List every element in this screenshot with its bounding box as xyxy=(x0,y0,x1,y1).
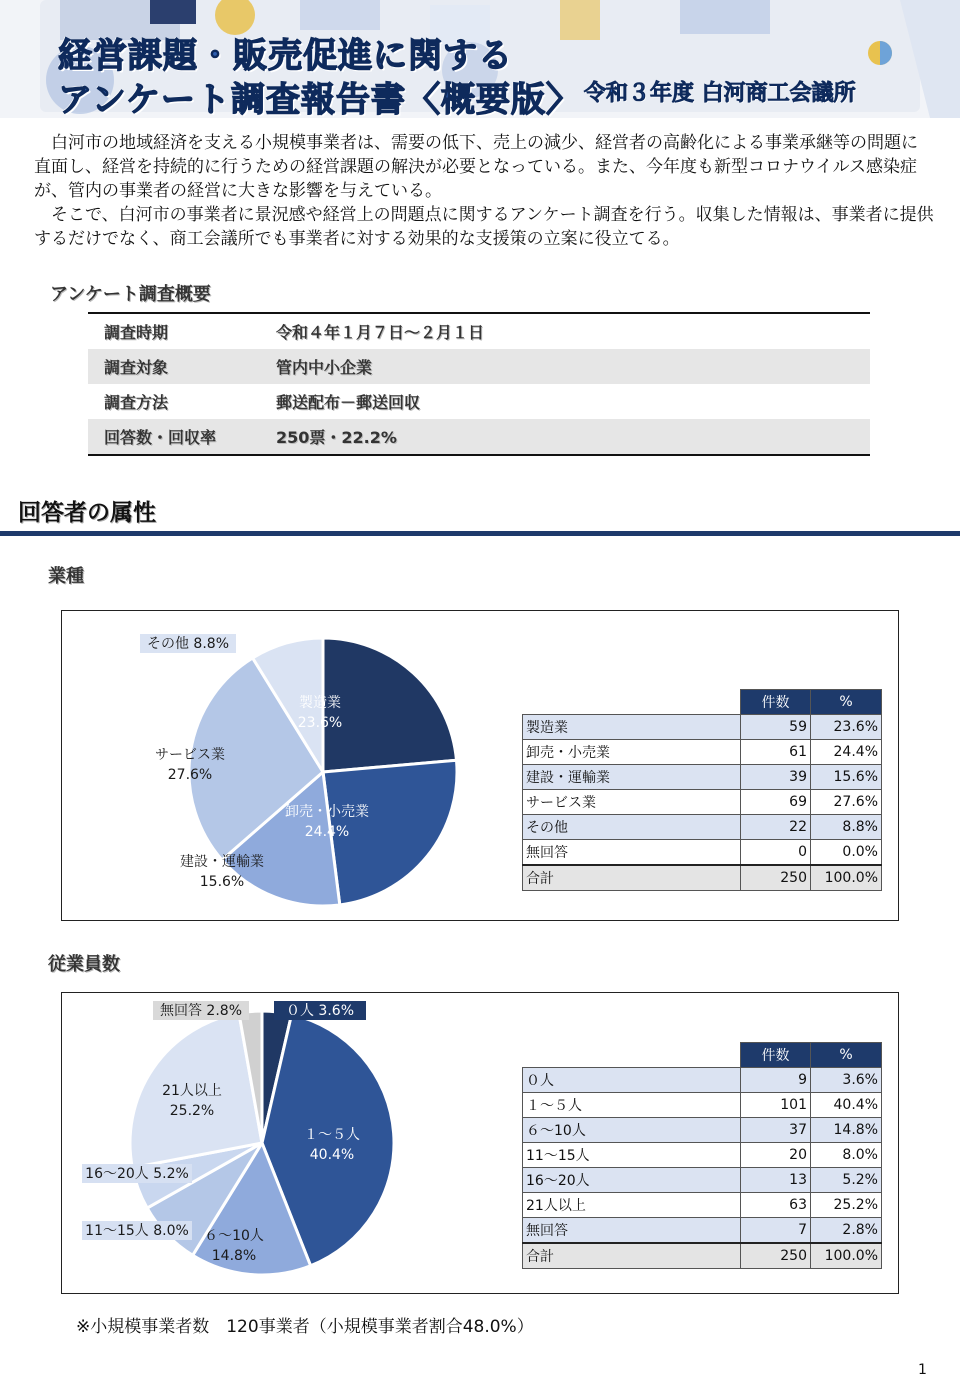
total-label: 合計 xyxy=(523,865,741,891)
row-count: 69 xyxy=(741,790,811,815)
row-pct: 8.0% xyxy=(811,1143,882,1168)
table-row xyxy=(523,1093,882,1118)
employees-title: 従業員数 xyxy=(48,954,120,975)
row-label: 製造業 xyxy=(523,715,741,740)
row-label: ０人 xyxy=(523,1068,741,1093)
row-label: 無回答 xyxy=(523,1218,741,1244)
overview-value: 250票・22.2% xyxy=(276,419,870,455)
table-header-row xyxy=(523,1043,882,1068)
row-pct: 25.2% xyxy=(811,1193,882,1218)
table-total-row xyxy=(523,865,882,891)
row-label: サービス業 xyxy=(523,790,741,815)
row-count: 61 xyxy=(741,740,811,765)
row-count: 0 xyxy=(741,840,811,866)
table-row xyxy=(523,1118,882,1143)
row-label: １～５人 xyxy=(523,1093,741,1118)
table-row xyxy=(523,1218,882,1244)
overview-key: 回答数・回収率 xyxy=(88,419,276,455)
pie-label-value: 23.6% xyxy=(297,715,343,731)
overview-row xyxy=(88,384,870,419)
header-blank xyxy=(523,690,741,715)
pie-label-name: １～５人 xyxy=(304,1127,360,1143)
pie-label-name: 製造業 xyxy=(299,695,341,711)
industry-table xyxy=(522,689,882,891)
total-pct: 100.0% xyxy=(811,865,882,891)
overview-key: 調査方法 xyxy=(104,393,169,412)
pie-label-value: 25.2% xyxy=(169,1103,215,1119)
report-title-line1: 経営課題・販売促進に関する xyxy=(58,36,513,76)
employees-panel xyxy=(61,992,899,1294)
table-row xyxy=(523,1068,882,1093)
overview-row xyxy=(88,313,870,349)
row-pct: 0.0% xyxy=(811,840,882,866)
overview-value: 郵送配布－郵送回収 xyxy=(276,393,421,412)
row-count: 7 xyxy=(741,1218,811,1244)
intro-paragraph-2: そこで、白河市の事業者に景況感や経営上の問題点に関するアンケート調査を行う。収集した情報は、事業者に提供するだけでなく、商工会議所でも事業者に対する効果的な支援策の立案に役立てる。 xyxy=(34,205,934,249)
table-total-row xyxy=(523,1243,882,1269)
table-row xyxy=(523,840,882,866)
pie-label: ０人 3.6% xyxy=(285,1003,355,1019)
header-count: 件数 xyxy=(741,1043,811,1068)
pie-label: 16～20人 5.2% xyxy=(85,1166,189,1182)
report-title-line2: アンケート調査報告書〈概要版〉 xyxy=(58,80,581,118)
row-count: 59 xyxy=(741,715,811,740)
table-row xyxy=(523,1168,882,1193)
industry-panel xyxy=(61,610,899,921)
row-count: 22 xyxy=(741,815,811,840)
pie-slice xyxy=(323,638,456,772)
row-pct: 27.6% xyxy=(811,790,882,815)
pie-label-name: サービス業 xyxy=(155,747,225,763)
row-label: 建設・運輸業 xyxy=(523,765,741,790)
footnote: ※小規模事業者数 120事業者（小規模事業者割合48.0%） xyxy=(76,1317,534,1337)
industry-title: 業種 xyxy=(48,566,84,587)
pie-label: その他 8.8% xyxy=(146,636,230,652)
overview-table xyxy=(88,312,870,456)
row-label: 11～15人 xyxy=(523,1143,741,1168)
row-pct: 40.4% xyxy=(811,1093,882,1118)
table-row xyxy=(523,765,882,790)
intro-paragraph-1: 白河市の地域経済を支える小規模事業者は、需要の低下、売上の減少、経営者の高齢化による事業承継等の問題に直面し、経営を持続的に行うための経営課題の解決が必要となっている。また、今年度も新型コロナウイルス感染症が、管内の事業者の経営に大きな影響を与えている。 xyxy=(34,133,918,201)
overview-row xyxy=(88,349,870,384)
row-pct: 8.8% xyxy=(811,815,882,840)
page-number: 1 xyxy=(918,1362,927,1378)
table-header-row xyxy=(523,690,882,715)
row-pct: 15.6% xyxy=(811,765,882,790)
header-pct: % xyxy=(811,690,882,715)
header-blank xyxy=(523,1043,741,1068)
overview-value: 管内中小企業 xyxy=(276,349,870,384)
row-pct: 23.6% xyxy=(811,715,882,740)
pie-label: 11～15人 8.0% xyxy=(85,1223,189,1239)
overview-value: 令和４年１月７日～２月１日 xyxy=(276,323,485,342)
pie-label-name: 建設・運輸業 xyxy=(180,854,264,870)
pie-label-name: 卸売・小売業 xyxy=(285,804,369,820)
table-row xyxy=(523,740,882,765)
table-row xyxy=(523,790,882,815)
pie-label-value: 14.8% xyxy=(211,1248,257,1264)
row-label: 21人以上 xyxy=(523,1193,741,1218)
row-label: その他 xyxy=(523,815,741,840)
pie-label-value: 40.4% xyxy=(309,1147,355,1163)
pie-label-value: 27.6% xyxy=(167,767,213,783)
pie-label-value: 15.6% xyxy=(199,874,245,890)
row-label: 無回答 xyxy=(523,840,741,866)
pie-label-value: 24.4% xyxy=(304,824,350,840)
row-count: 63 xyxy=(741,1193,811,1218)
pie-label-name: 21人以上 xyxy=(162,1083,222,1099)
overview-key: 調査対象 xyxy=(88,349,276,384)
total-label: 合計 xyxy=(523,1243,741,1269)
intro-text xyxy=(34,131,934,251)
table-row xyxy=(523,815,882,840)
total-count: 250 xyxy=(741,865,811,891)
table-row xyxy=(523,1193,882,1218)
pie-label: 無回答 2.8% xyxy=(159,1003,243,1019)
table-row xyxy=(523,715,882,740)
row-count: 9 xyxy=(741,1068,811,1093)
header-banner xyxy=(0,0,960,118)
employees-pie-chart xyxy=(62,993,522,1293)
total-pct: 100.0% xyxy=(811,1243,882,1269)
employees-table xyxy=(522,1042,882,1269)
overview-row xyxy=(88,419,870,455)
row-count: 20 xyxy=(741,1143,811,1168)
section-divider xyxy=(0,531,960,536)
attributes-heading: 回答者の属性 xyxy=(18,500,156,526)
report-subtitle: 令和３年度 白河商工会議所 xyxy=(584,81,856,106)
row-count: 13 xyxy=(741,1168,811,1193)
header-count: 件数 xyxy=(741,690,811,715)
industry-pie-chart xyxy=(62,611,522,920)
row-pct: 5.2% xyxy=(811,1168,882,1193)
overview-title: アンケート調査概要 xyxy=(50,284,211,305)
table-row xyxy=(523,1143,882,1168)
row-count: 39 xyxy=(741,765,811,790)
pie-label-name: ６～10人 xyxy=(204,1228,264,1244)
header-pct: % xyxy=(811,1043,882,1068)
total-count: 250 xyxy=(741,1243,811,1269)
row-label: ６～10人 xyxy=(523,1118,741,1143)
row-count: 101 xyxy=(741,1093,811,1118)
row-label: 16～20人 xyxy=(523,1168,741,1193)
row-pct: 24.4% xyxy=(811,740,882,765)
overview-key: 調査時期 xyxy=(104,323,169,342)
row-count: 37 xyxy=(741,1118,811,1143)
row-pct: 3.6% xyxy=(811,1068,882,1093)
row-label: 卸売・小売業 xyxy=(523,740,741,765)
row-pct: 2.8% xyxy=(811,1218,882,1244)
row-pct: 14.8% xyxy=(811,1118,882,1143)
